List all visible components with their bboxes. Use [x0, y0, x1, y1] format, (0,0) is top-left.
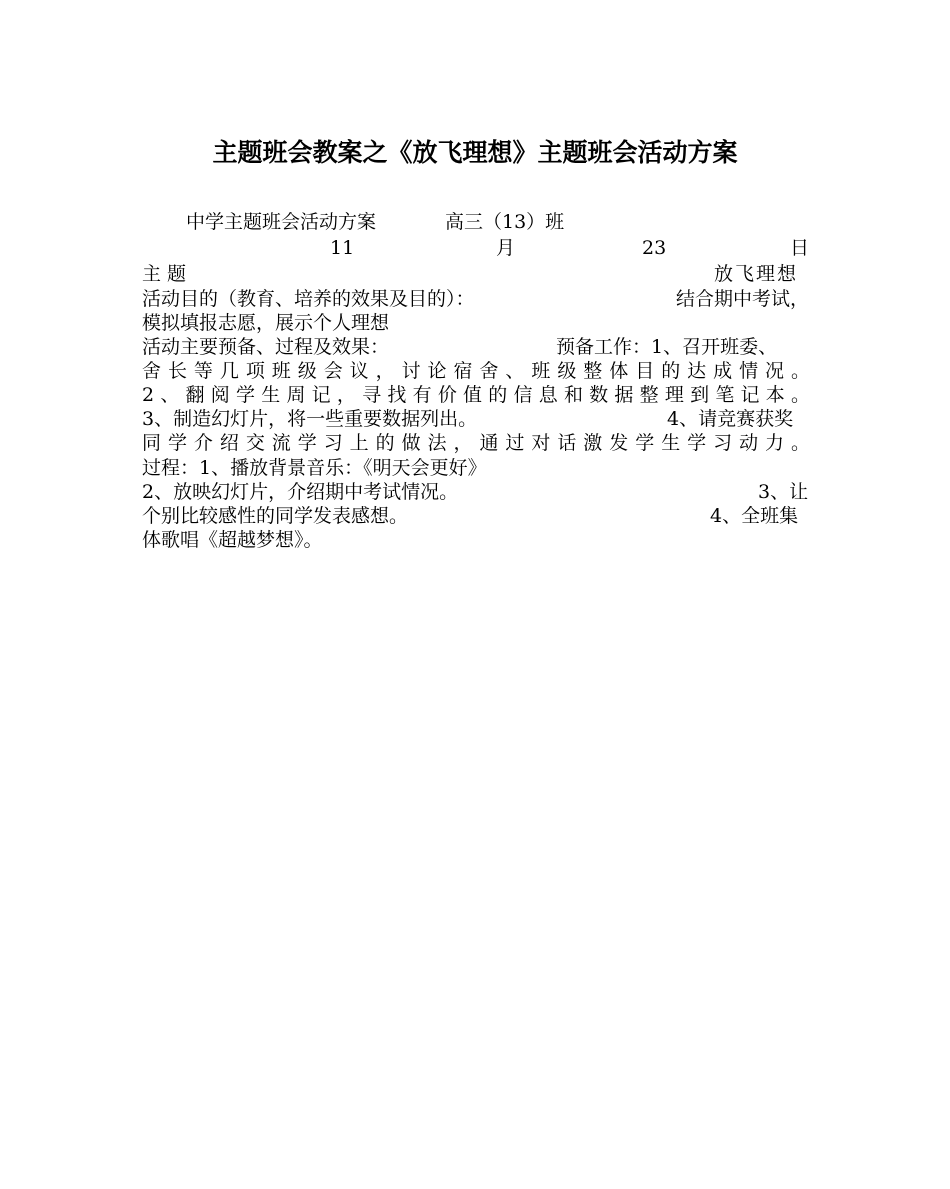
topic-value: 放飞理想	[714, 263, 799, 285]
prep-value: 预备工作：1、召开班委、	[556, 336, 778, 358]
prep-item-3: 3、制造幻灯片，将一些重要数据列出。	[142, 408, 478, 430]
topic-line	[142, 262, 810, 286]
header-line	[142, 210, 810, 234]
prep-label: 活动主要预备、过程及效果：	[142, 336, 390, 358]
process-item-3-continuation: 个别比较感性的同学发表感想。	[142, 505, 409, 527]
purpose-value: 结合期中考试，	[676, 288, 810, 310]
date-month: 月	[496, 237, 516, 259]
date-day: 日	[790, 237, 810, 259]
purpose-line	[142, 287, 810, 311]
plan-name: 中学主题班会活动方案	[186, 211, 377, 233]
process-item-4-continuation: 体歌唱《超越梦想》。	[142, 529, 323, 551]
prep-item-3-line	[142, 407, 810, 431]
prep-item-2: 2、翻阅学生周记，寻找有价值的信息和数据整理到笔记本。	[142, 384, 810, 406]
prep-item-4: 4、请竞赛获奖	[667, 408, 794, 430]
process-item-1: 过程：1、播放背景音乐：《明天会更好》	[142, 457, 487, 479]
process-item-2: 2、放映幻灯片，介绍期中考试情况。	[142, 481, 459, 503]
date-line	[142, 236, 810, 260]
topic-label: 主 题	[142, 263, 187, 285]
prep-item-4-continuation: 同学介绍交流学习上的做法，通过对话激发学生学习动力。	[142, 432, 810, 454]
purpose-continuation: 模拟填报志愿，展示个人理想	[142, 312, 390, 334]
prep-continuation: 舍长等几项班级会议，讨论宿舍、班级整体目的达成情况。	[142, 360, 810, 382]
date-number-2: 23	[642, 237, 667, 259]
purpose-label: 活动目的（教育、培养的效果及目的）：	[142, 288, 475, 310]
process-item-3-line	[142, 504, 810, 528]
process-item-3: 3、让	[758, 481, 809, 503]
process-item-2-line	[142, 480, 810, 504]
date-number-1: 11	[330, 237, 355, 259]
process-item-4: 4、全班集	[710, 505, 799, 527]
document-title: 主题班会教案之《放飞理想》主题班会活动方案	[212, 138, 738, 167]
class-name: 高三（13）班	[445, 211, 565, 233]
prep-line	[142, 335, 810, 359]
